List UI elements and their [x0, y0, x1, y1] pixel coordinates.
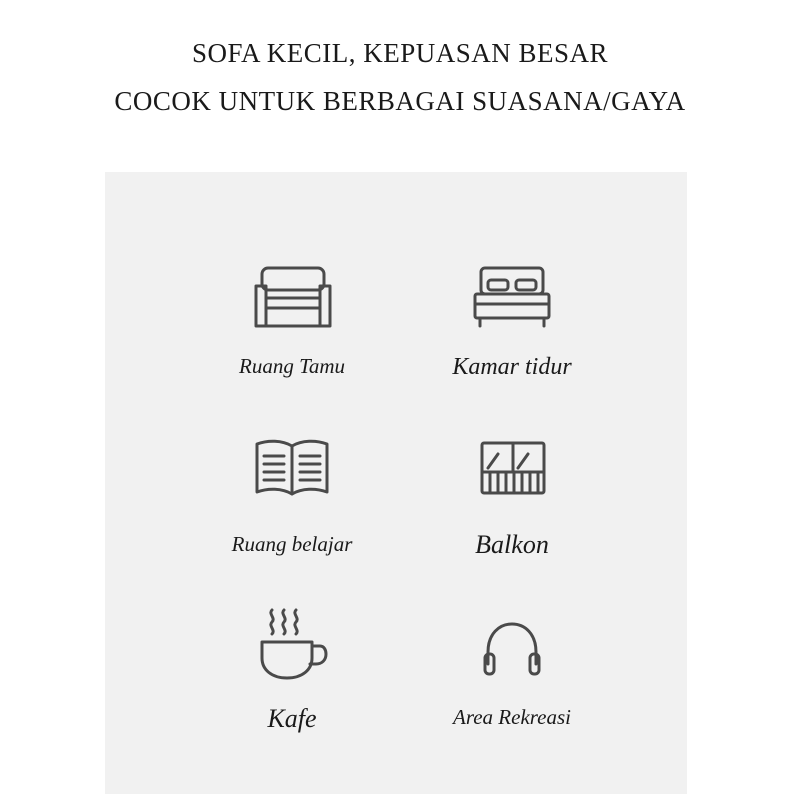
usage-label-kafe: Kafe — [267, 704, 317, 733]
balcony-icon — [478, 440, 548, 498]
coffee-cup-icon — [258, 606, 330, 682]
usage-label-ruang-tamu: Ruang Tamu — [239, 354, 345, 378]
usage-item-kamar-tidur — [412, 262, 612, 392]
open-book-icon — [254, 440, 330, 496]
headphones-icon — [482, 620, 542, 678]
usage-item-ruang-tamu — [192, 262, 392, 392]
sofa-icon — [253, 264, 333, 328]
usage-item-kafe — [192, 606, 392, 736]
headline-line-1: SOFA KECIL, KEPUASAN BESAR — [191, 38, 609, 68]
usage-label-area-rekreasi: Area Rekreasi — [453, 705, 571, 729]
usage-label-kamar-tidur: Kamar tidur — [452, 354, 572, 380]
bed-icon — [472, 264, 552, 328]
usage-item-ruang-belajar — [192, 440, 392, 570]
usage-item-balkon — [412, 440, 612, 570]
headline-line-2: COCOK UNTUK BERBAGAI SUASANA/GAYA — [114, 86, 686, 116]
usage-panel — [105, 172, 687, 794]
usage-label-balkon: Balkon — [475, 530, 549, 559]
usage-item-area-rekreasi — [412, 606, 612, 736]
usage-label-ruang-belajar: Ruang belajar — [231, 532, 353, 556]
